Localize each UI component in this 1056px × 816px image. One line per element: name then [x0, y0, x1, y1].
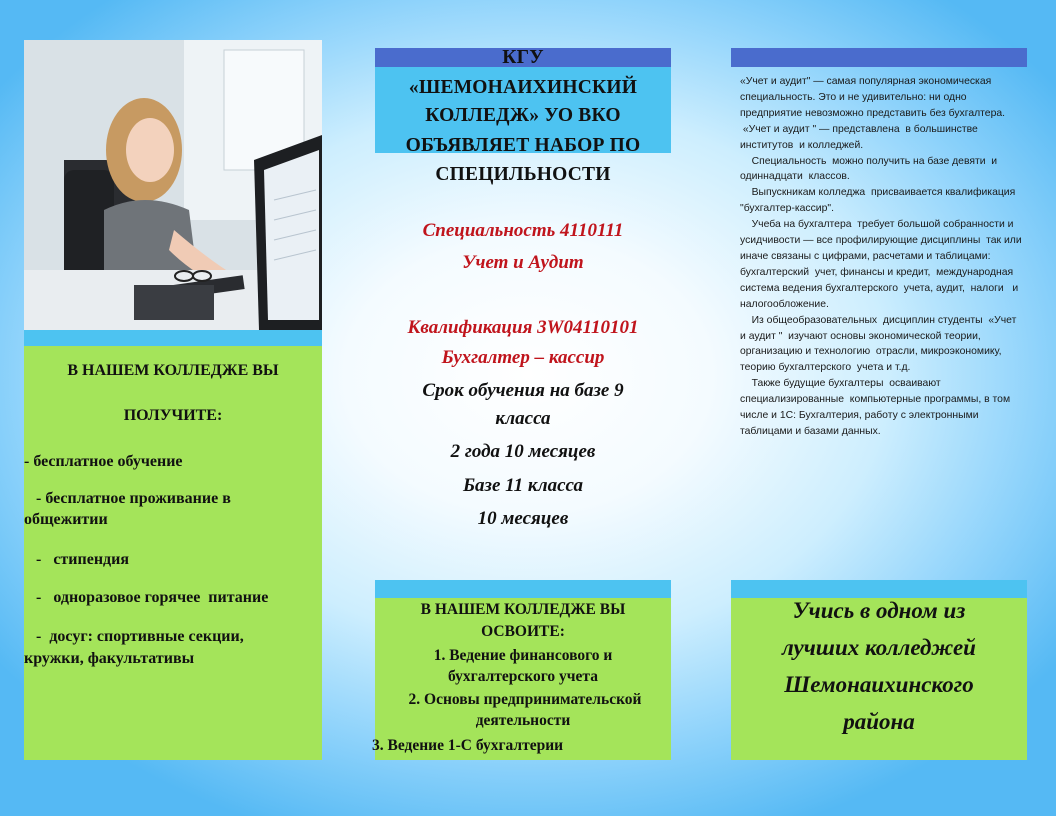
photo-illustration [24, 40, 322, 330]
slogan-line1: Учись в одном из [792, 598, 966, 623]
qualification-name: Бухгалтер – кассир [441, 347, 605, 368]
slogan [731, 592, 1027, 740]
slogan-line3: Шемонаихинского [784, 672, 974, 697]
study-term-line1: Срок обучения на базе 9 [422, 380, 624, 401]
title-line-3: КОЛЛЕДЖ» УО ВКО [425, 105, 621, 126]
title-line-2: «ШЕМОНАИХИНСКИЙ [408, 77, 638, 98]
master-item2-cont: деятельности [475, 712, 571, 729]
benefit-free-education: - бесплатное обучение [24, 453, 183, 470]
description-paragraph: «Учет и аудит " — представлена в большинстве институтов и колледжей. [740, 123, 981, 151]
slogan-line4: района [843, 709, 915, 734]
benefits-panel [24, 346, 322, 760]
qualification-code: Квалификация 3W04110101 [407, 317, 639, 338]
student-at-computer-photo [24, 40, 322, 330]
specialty-name: Учет и Аудит [462, 252, 584, 273]
specialty-code: Специальность 4110111 [422, 220, 624, 241]
description-top-blue-bar [731, 48, 1027, 67]
study-term-line2: класса [495, 408, 551, 429]
study-term-line3: 2 года 10 месяцев [450, 441, 596, 462]
title-line-5: СПЕЦИЛЬНОСТИ [435, 164, 611, 185]
master-item1-cont: бухгалтерского учета [448, 668, 598, 685]
master-heading-line2: ОСВОИТЕ: [481, 623, 565, 640]
benefit-hot-meal: - одноразовое горячее питание [24, 589, 269, 606]
description-paragraph: Учеба на бухгалтера требует большой собранности и усидчивости — все профилирующие дисциплины так или иначе связаны с цифрами, расчетами и таблицами: бухгалтерский учет, финансы и кредит, международная система ведения бухгалтерского учета, аудит, налоги и налогообложение. [740, 219, 1025, 310]
description-paragraph: Также будущие бухгалтеры осваивают специализированные компьютерные программы, в том числе и 1С: Бухгалтерия, работу с электронными таблицами и базами данных. [740, 378, 1013, 437]
slogan-line2: лучших колледжей [782, 635, 976, 660]
description-paragraph: «Учет и аудит" — самая популярная экономическая специальность. Это и не удивительно: ни одно предприятие невозможно представить без бухгалтера. [740, 76, 1006, 119]
benefit-leisure: - досуг: спортивные секции, [24, 628, 244, 645]
benefit-leisure-cont: кружки, факультативы [24, 650, 195, 667]
description-paragraph: Из общеобразовательных дисциплин студенты «Учет и аудит " изучают основы экономической теории, организацию и технологию отрасли, микроэкономику, теорию бухгалтерского учета и т.д. [740, 314, 1020, 374]
benefit-free-dormitory: - бесплатное проживание в [24, 490, 231, 507]
benefits-heading-line2: ПОЛУЧИТЕ: [123, 407, 223, 424]
study-term-line4: Базе 11 класса [462, 475, 583, 496]
master-cyan-strip [375, 580, 671, 598]
master-heading-line1: В НАШЕМ КОЛЛЕДЖЕ ВЫ [420, 601, 626, 618]
left-cyan-strip [24, 330, 322, 346]
study-term-line5: 10 месяцев [477, 508, 569, 529]
title-line-1: КГУ [502, 47, 544, 68]
master-item3: 3. Ведение 1-С бухгалтерии [372, 737, 564, 754]
benefits-heading-line1: В НАШЕМ КОЛЛЕДЖЕ ВЫ [67, 362, 279, 379]
specialty-description [740, 74, 1024, 440]
master-item1: 1. Ведение финансового и [433, 647, 613, 664]
benefit-stipend: - стипендия [24, 551, 130, 568]
description-paragraph: Выпускникам колледжа присваивается квалификация "бухгалтер-кассир". [740, 187, 1022, 215]
master-item2: 2. Основы предпринимательской [408, 691, 642, 708]
description-paragraph: Специальность можно получить на базе девяти и одиннадцати классов. [740, 155, 1001, 183]
benefit-free-dormitory-cont: общежитии [24, 511, 108, 528]
title-line-4: ОБЪЯВЛЯЕТ НАБОР ПО [405, 135, 641, 156]
